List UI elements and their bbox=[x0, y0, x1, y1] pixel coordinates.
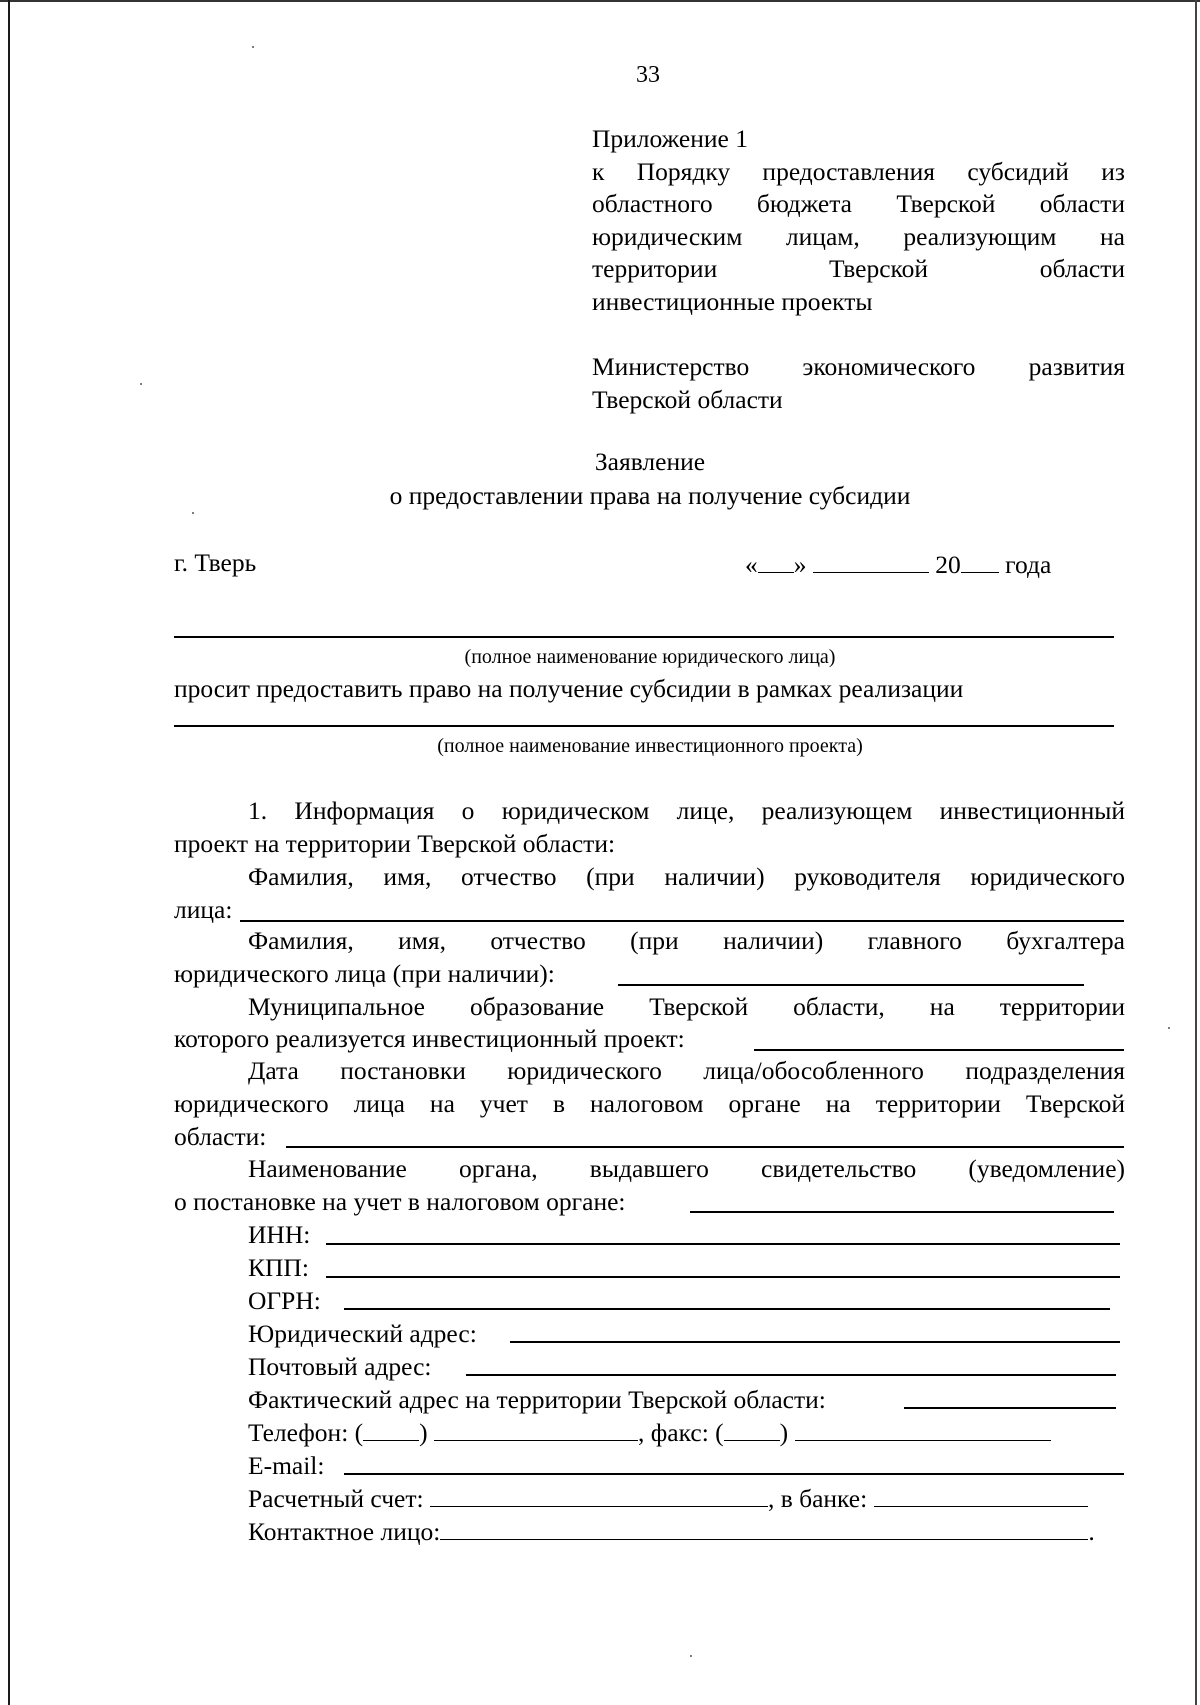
appendix-line: инвестиционные проекты bbox=[592, 286, 873, 316]
head-label-text: Фамилия, имя, отчество (при наличии) руководителя юридического bbox=[248, 862, 1125, 891]
postal-address-field[interactable] bbox=[466, 1374, 1116, 1376]
addressee-block bbox=[592, 351, 1125, 416]
head-label-line2: лица: bbox=[174, 895, 233, 924]
actual-address-field[interactable] bbox=[904, 1407, 1116, 1409]
section1-heading-line2: проект на территории Тверской области: bbox=[174, 829, 616, 858]
bank-field[interactable] bbox=[874, 1482, 1088, 1507]
month-blank[interactable] bbox=[813, 548, 929, 573]
registration-date-field[interactable] bbox=[286, 1146, 1124, 1148]
document-title: Заявление bbox=[594, 447, 706, 476]
fax-label: , факс: ( bbox=[638, 1418, 724, 1447]
scan-edge-left bbox=[8, 0, 10, 1705]
fax-close: ) bbox=[779, 1418, 789, 1447]
actual-address-label: Фактический адрес на территории Тверской области: bbox=[248, 1385, 826, 1414]
fax-code-field[interactable] bbox=[724, 1416, 780, 1441]
appendix-line: к Порядку предоставления субсидий из bbox=[592, 156, 1125, 186]
accountant-name-field[interactable] bbox=[618, 984, 1084, 986]
accountant-label-line1 bbox=[248, 924, 1125, 957]
appendix-line: областного бюджета Тверской области bbox=[592, 189, 1125, 218]
contact-field[interactable] bbox=[440, 1515, 1088, 1540]
scan-speck bbox=[192, 512, 194, 514]
project-name-caption: (полное наименование инвестиционного проекта) bbox=[437, 735, 863, 757]
date-template bbox=[745, 548, 1051, 580]
scan-speck bbox=[1168, 1027, 1170, 1029]
authority-field[interactable] bbox=[690, 1211, 1114, 1213]
account-bank-row bbox=[248, 1482, 1125, 1515]
appendix-line: юридическим лицам, реализующим на bbox=[592, 221, 1125, 251]
contact-label: Контактное лицо: bbox=[248, 1517, 441, 1546]
date-close-quote: » bbox=[793, 550, 807, 579]
request-text: просит предоставить право на получение субсидии в рамках реализации bbox=[174, 674, 964, 703]
day-blank[interactable] bbox=[758, 548, 794, 573]
legal-address-field[interactable] bbox=[510, 1341, 1120, 1343]
appendix-line: территории Тверской области bbox=[592, 254, 1125, 283]
fax-number-field[interactable] bbox=[795, 1416, 1051, 1441]
org-name-line[interactable] bbox=[174, 636, 1114, 638]
head-label-line1 bbox=[248, 860, 1125, 893]
accountant-label-text: Фамилия, имя, отчество (при наличии) главного бухгалтера bbox=[248, 926, 1125, 955]
addressee-line: Министерство экономического развития bbox=[592, 352, 1125, 381]
org-name-caption: (полное наименование юридического лица) bbox=[464, 646, 836, 668]
municipality-label-line2: которого реализуется инвестиционный проект: bbox=[174, 1024, 685, 1053]
contact-end: . bbox=[1088, 1517, 1095, 1546]
registration-label-line3: области: bbox=[174, 1122, 267, 1151]
phone-label: Телефон: ( bbox=[248, 1418, 364, 1447]
ogrn-field[interactable] bbox=[344, 1308, 1110, 1310]
municipality-label-line1 bbox=[248, 990, 1125, 1023]
registration-label-text: Дата постановки юридического лица/обособленного подразделения bbox=[248, 1056, 1125, 1085]
section1-heading-text: 1. Информация о юридическом лице, реализующем инвестиционный bbox=[248, 796, 1125, 825]
section1-heading-line1 bbox=[248, 794, 1125, 827]
bank-label: , в банке: bbox=[767, 1484, 868, 1513]
project-name-line[interactable] bbox=[174, 725, 1114, 727]
date-open-quote: « bbox=[745, 550, 758, 579]
phone-code-field[interactable] bbox=[363, 1416, 419, 1441]
addressee-line: Тверской области bbox=[592, 384, 783, 414]
phone-close: ) bbox=[419, 1418, 428, 1447]
scan-speck bbox=[140, 383, 142, 385]
kpp-field[interactable] bbox=[326, 1276, 1120, 1278]
year-blank[interactable] bbox=[961, 548, 999, 573]
registration-label-line1 bbox=[248, 1054, 1125, 1087]
contact-row bbox=[248, 1515, 1125, 1548]
inn-field[interactable] bbox=[326, 1243, 1120, 1245]
appendix-block bbox=[592, 123, 1125, 318]
phone-number-field[interactable] bbox=[434, 1416, 638, 1441]
page-number: 33 bbox=[636, 62, 660, 88]
email-label: E-mail: bbox=[248, 1451, 325, 1480]
municipality-field[interactable] bbox=[754, 1049, 1124, 1051]
legal-address-label: Юридический адрес: bbox=[248, 1319, 477, 1348]
ogrn-label: ОГРН: bbox=[248, 1286, 321, 1315]
phone-fax-row bbox=[248, 1416, 1125, 1449]
inn-label: ИНН: bbox=[248, 1220, 311, 1249]
account-label: Расчетный счет: bbox=[248, 1484, 424, 1513]
year-prefix: 20 bbox=[935, 550, 961, 579]
scan-speck bbox=[252, 46, 254, 48]
kpp-label: КПП: bbox=[248, 1253, 309, 1282]
municipality-label-text: Муниципальное образование Тверской области, на территории bbox=[248, 992, 1125, 1021]
scan-speck bbox=[690, 1655, 692, 1657]
postal-address-label: Почтовый адрес: bbox=[248, 1352, 432, 1381]
head-name-field[interactable] bbox=[240, 920, 1124, 922]
year-suffix: года bbox=[1005, 550, 1052, 579]
accountant-label-line2: юридического лица (при наличии): bbox=[174, 959, 555, 988]
account-field[interactable] bbox=[430, 1482, 768, 1507]
scan-edge-right bbox=[1195, 0, 1197, 1705]
appendix-title: Приложение 1 bbox=[592, 124, 748, 153]
authority-label-text: Наименование органа, выдавшего свидетельство (уведомление) bbox=[248, 1154, 1125, 1183]
authority-label-line1 bbox=[248, 1152, 1125, 1185]
scan-edge-top bbox=[0, 0, 1200, 2]
registration-label-text: юридического лица на учет в налоговом органе на территории Тверской bbox=[174, 1089, 1125, 1118]
place-label: г. Тверь bbox=[174, 548, 257, 577]
authority-label-line2: о постановке на учет в налоговом органе: bbox=[174, 1187, 626, 1216]
registration-label-line2 bbox=[174, 1087, 1125, 1120]
document-subtitle: о предоставлении права на получение субсидии bbox=[389, 481, 911, 510]
email-field[interactable] bbox=[344, 1473, 1124, 1475]
